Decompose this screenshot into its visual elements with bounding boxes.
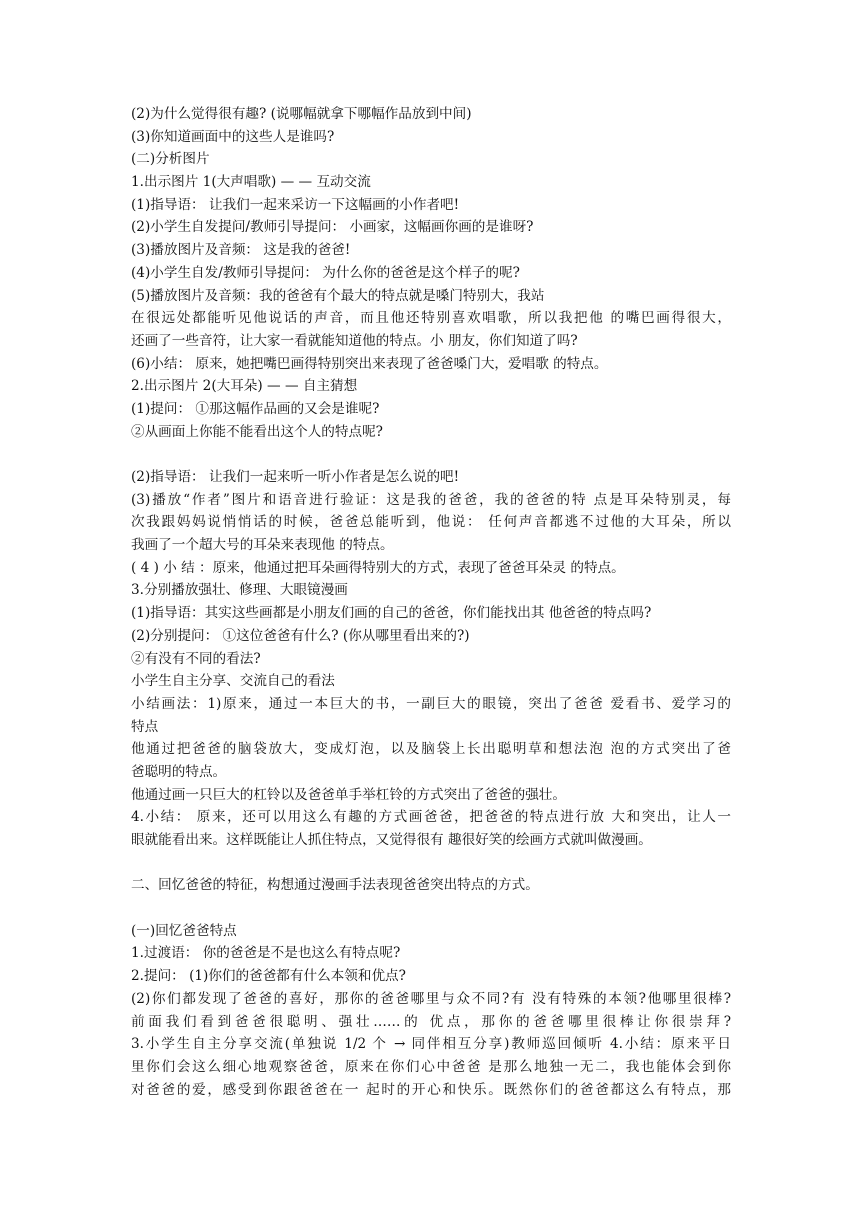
text-line: (2)分别提问： ①这位爸爸有什么? (你从哪里看出来的?) [131,627,470,644]
text-line: (4)小学生自发/教师引导提问： 为什么你的爸爸是这个样子的呢? [131,264,520,281]
text-line: (2)为什么觉得很有趣? (说哪幅就拿下哪幅作品放到中间) [131,106,472,122]
blank-line [131,852,731,875]
text-line: 眼就能看出来。这样既能让人抓住特点，又觉得很有 趣很好笑的绘画方式就叫做漫画。 [131,832,652,848]
document-page [131,103,731,1101]
text-line: (3)播放图片及音频： 这是我的爸爸! [131,242,351,259]
text-line: (3)播放“作者”图片和语音进行验证：这是我的爸爸，我的爸爸的特 点是耳朵特别灵，每 [131,491,731,508]
text-line: 1.出示图片 1(大声唱歌) — — 互动交流 [131,174,371,191]
blank-line [131,897,731,920]
text-line: 特点 [131,718,159,735]
text-line: 2.出示图片 2(大耳朵) — — 自主猜想 [131,378,358,395]
text-line: (6)小结： 原来，她把嘴巴画得特别突出来表现了爸爸嗓门大，爱唱歌 的特点。 [131,355,608,372]
text-line: 1.过渡语： 你的爸爸是不是也这么有特点呢? [131,945,401,962]
text-line: ②有没有不同的看法? [131,650,261,667]
text-line: (5)播放图片及音频：我的爸爸有个最大的特点就是嗓门特别大，我站 [131,287,545,304]
text-line: 次我跟妈妈说悄悄话的时候，爸爸总能听到，他说： 任何声音都逃不过他的大耳朵，所以 [131,514,731,531]
text-line: (2)你们都发现了爸爸的喜好，那你的爸爸哪里与众不同?有 没有特殊的本领?他哪里很棒? [131,990,731,1007]
text-line: 小结画法：1)原来，通过一本巨大的书，一副巨大的眼镜，突出了爸爸 爱看书、爱学习的 [131,695,731,712]
text-line: ②从画面上你能不能看出这个人的特点呢? [131,423,383,440]
section-heading: 二、回忆爸爸的特征，构想通过漫画手法表现爸爸突出特点的方式。 [131,877,539,894]
section-heading: (二)分析图片 [131,151,210,168]
text-line: 他通过把爸爸的脑袋放大，变成灯泡，以及脑袋上长出聪明草和想法泡 泡的方式突出了爸 [131,741,731,758]
text-line: ( 4 ) 小 结 ：原来，他通过把耳朵画得特别大的方式，表现了爸爸耳朵灵 的特点。 [131,559,625,576]
text-line: (1)指导语：其实这些画都是小朋友们画的自己的爸爸，你们能找出其 他爸爸的特点吗? [131,605,652,622]
section-heading: (一)回忆爸爸特点 [131,922,237,939]
text-line: 在很远处都能听见他说话的声音，而且他还特别喜欢唱歌，所以我把他 的嘴巴画得很大， [131,310,731,327]
text-line: 2.提问： (1)你们的爸爸都有什么本领和优点? [131,968,406,985]
text-line: (2)指导语： 让我们一起来听一听小作者是怎么说的吧! [131,469,460,485]
text-line: 里你们会这么细心地观察爸爸，原来在你们心中爸爸 是那么地独一无二，我也能体会到你 [131,1058,731,1075]
text-line: 4.小结： 原来，还可以用这么有趣的方式画爸爸，把爸爸的特点进行放 大和突出，让人一 [131,809,731,826]
text-line: (3)你知道画面中的这些人是谁吗? [131,128,335,145]
text-line: (1)指导语： 让我们一起来采访一下这幅画的小作者吧! [131,196,460,213]
text-line: 前面我们看到爸爸很聪明、强壮……的 优点，那你的爸爸哪里很棒让你很崇拜? [131,1013,731,1030]
text-line: 小学生自主分享、交流自己的看法 [131,673,335,690]
text-line: 他通过画一只巨大的杠铃以及爸爸单手举杠铃的方式突出了爸爸的强壮。 [131,786,566,803]
text-line: 我画了一个超大号的耳朵来表现他 的特点。 [131,537,394,554]
text-line: 3.分别播放强壮、修理、大眼镜漫画 [131,582,348,599]
text-line: 爸聪明的特点。 [131,763,227,780]
text-line: (1)提问： ①那这幅作品画的又会是谁呢? [131,400,380,417]
text-line: 对爸爸的爱，感受到你跟爸爸在一 起时的开心和快乐。既然你们的爸爸都这么有特点，那 [131,1081,731,1098]
text-line: 3.小学生自主分享交流(单独说 1/2 个 → 同伴相互分享)教师巡回倾听 4.小结：原来平日 [131,1036,731,1053]
text-line: (2)小学生自发提问/教师引导提问： 小画家，这幅画你画的是谁呀? [131,219,534,236]
blank-line [131,443,731,466]
text-line: 还画了一些音符，让大家一看就能知道他的特点。小 朋友，你们知道了吗? [131,332,578,349]
